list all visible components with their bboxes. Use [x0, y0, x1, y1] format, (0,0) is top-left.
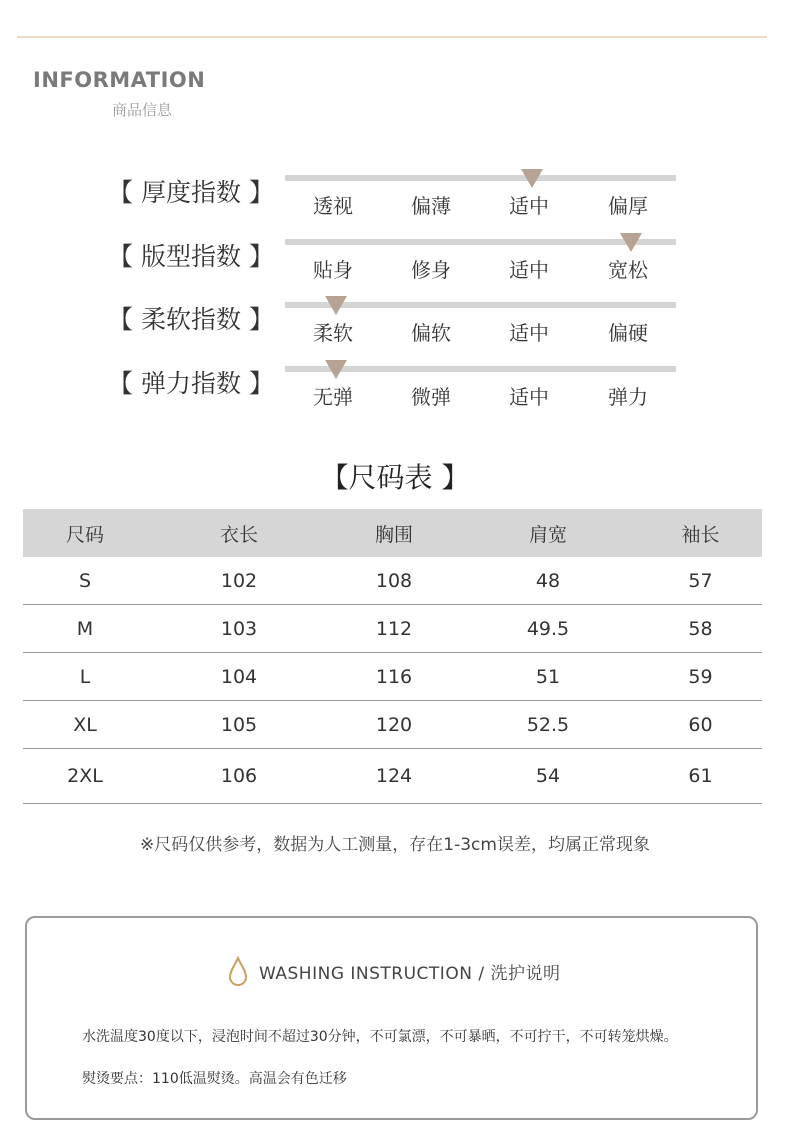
index-option: 修身 — [411, 258, 451, 282]
info-title: INFORMATION — [33, 68, 206, 92]
table-cell: 102 — [220, 569, 258, 592]
index-option: 适中 — [509, 258, 549, 282]
index-option: 无弹 — [313, 385, 353, 409]
index-label: 【 版型指数 】 — [108, 242, 274, 271]
table-cell: 103 — [220, 617, 258, 640]
index-scale-bar — [285, 239, 676, 245]
table-cell: XL — [73, 713, 97, 736]
index-option: 偏软 — [411, 321, 451, 345]
column-header: 尺码 — [65, 523, 104, 546]
washing-instruction-line: 水洗温度30度以下，浸泡时间不超过30分钟，不可氯漂，不可暴晒，不可拧干，不可转笼烘燥。 — [82, 1029, 678, 1045]
table-cell: 52.5 — [526, 713, 570, 736]
index-option: 贴身 — [313, 258, 353, 282]
table-cell: 49.5 — [526, 617, 570, 640]
table-row — [23, 701, 762, 749]
column-header: 胸围 — [374, 523, 413, 546]
table-cell: 2XL — [67, 765, 103, 787]
size-note: ※尺码仅供参考，数据为人工测量，存在1-3cm误差，均属正常现象 — [140, 835, 650, 855]
table-cell: 51 — [535, 665, 561, 688]
table-header — [23, 509, 762, 557]
column-header: 袖长 — [681, 523, 720, 546]
table-cell: 59 — [688, 665, 713, 688]
table-cell: 48 — [535, 569, 561, 592]
index-option: 宽松 — [608, 258, 648, 282]
top-divider — [17, 36, 767, 38]
table-cell: M — [76, 617, 94, 640]
index-scale-bar — [285, 175, 676, 181]
index-row — [0, 292, 790, 352]
index-row — [0, 356, 790, 416]
index-option: 透视 — [313, 194, 353, 218]
table-row — [23, 653, 762, 701]
table-row — [23, 557, 762, 605]
table-cell: 104 — [220, 665, 258, 688]
table-cell: 61 — [688, 765, 713, 787]
ironing-instruction-line: 熨烫要点：110低温熨烫。高温会有色迁移 — [82, 1071, 347, 1087]
table-cell: S — [78, 569, 92, 592]
column-header: 衣长 — [219, 523, 258, 546]
table-cell: 116 — [375, 665, 413, 688]
index-row — [0, 229, 790, 289]
table-cell: 105 — [220, 713, 258, 736]
table-cell: 108 — [375, 569, 413, 592]
index-option: 微弹 — [411, 385, 451, 409]
info-subtitle: 商品信息 — [112, 101, 173, 119]
table-cell: 120 — [375, 713, 413, 736]
table-cell: 57 — [688, 569, 713, 592]
table-row — [23, 749, 762, 804]
table-cell: 124 — [375, 765, 413, 787]
washing-title: WASHING INSTRUCTION / 洗护说明 — [259, 963, 561, 984]
index-label: 【 弹力指数 】 — [108, 369, 274, 398]
index-option: 适中 — [509, 321, 549, 345]
washing-header — [227, 956, 560, 986]
index-marker-icon — [325, 296, 347, 315]
table-row — [23, 605, 762, 653]
index-marker-icon — [325, 360, 347, 379]
index-option: 适中 — [509, 194, 549, 218]
table-cell: L — [79, 665, 91, 688]
index-label: 【 厚度指数 】 — [108, 178, 274, 207]
index-option: 弹力 — [608, 385, 648, 409]
index-option: 柔软 — [313, 321, 353, 345]
column-header: 肩宽 — [528, 523, 567, 546]
index-option: 偏薄 — [411, 194, 451, 218]
index-label: 【 柔软指数 】 — [108, 305, 274, 334]
table-cell: 106 — [220, 765, 258, 787]
table-cell: 58 — [688, 617, 713, 640]
table-cell: 60 — [688, 713, 713, 736]
table-cell: 54 — [535, 765, 561, 787]
water-drop-icon — [227, 956, 249, 986]
size-table — [23, 509, 762, 804]
index-row — [0, 165, 790, 225]
index-marker-icon — [620, 233, 642, 252]
index-option: 偏厚 — [608, 194, 648, 218]
index-option: 偏硬 — [608, 321, 648, 345]
index-marker-icon — [521, 169, 543, 188]
washing-box — [25, 916, 758, 1120]
index-option: 适中 — [509, 385, 549, 409]
table-cell: 112 — [375, 617, 413, 640]
size-chart-title: 【尺码表 】 — [320, 461, 470, 494]
